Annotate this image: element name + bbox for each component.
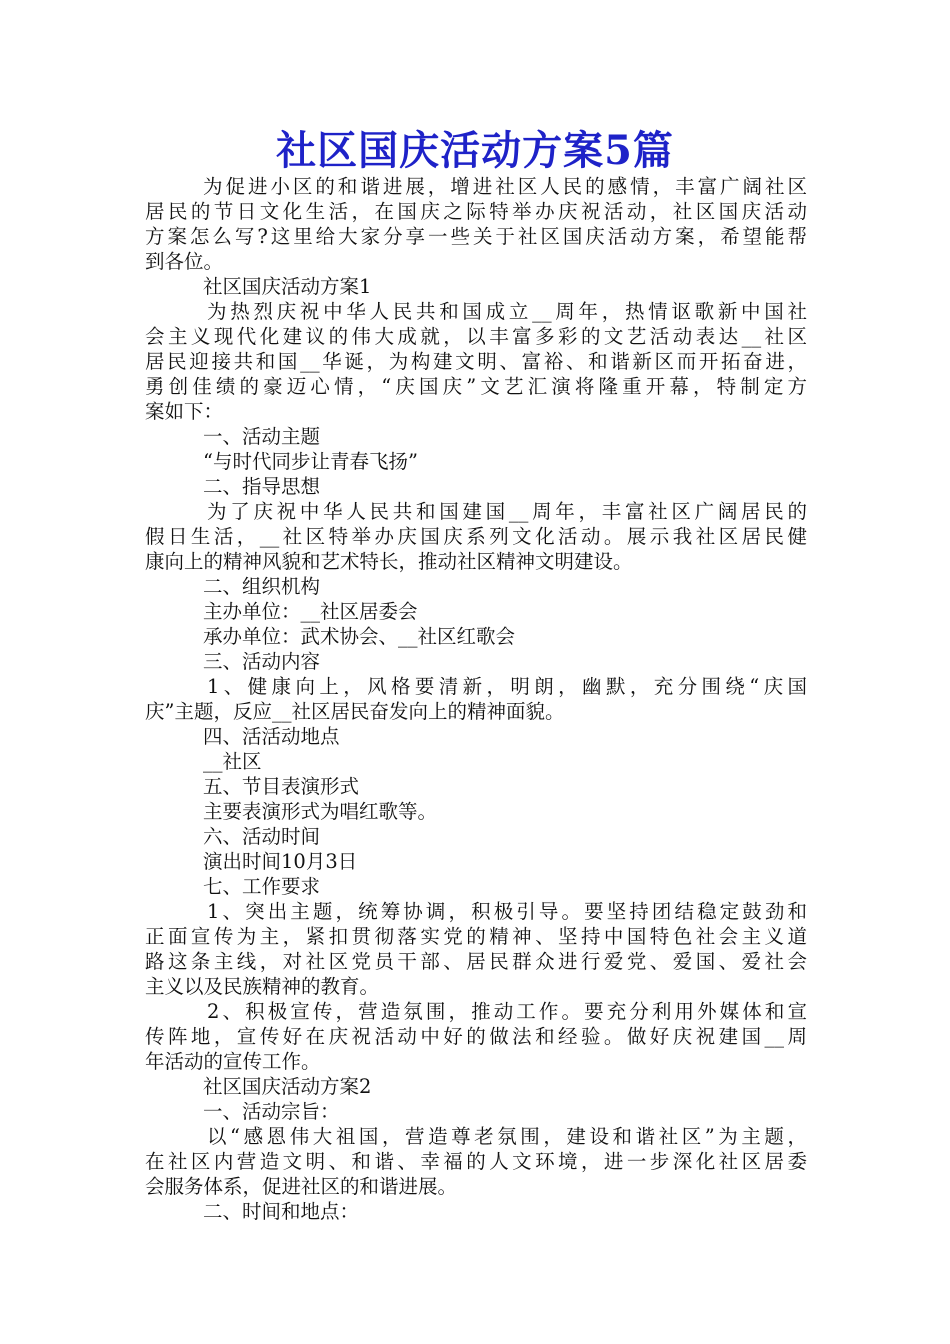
text-line: “与时代同步让青春飞扬” — [203, 450, 418, 473]
text-line: 庆”主题，反应__社区居民奋发向上的精神面貌。 — [145, 700, 565, 723]
text-line: 为促进小区的和谐进展，增进社区人民的感情，丰富广阔社区 — [203, 175, 807, 198]
text-line: 演出时间10月3日 — [203, 850, 358, 873]
text-line: __社区 — [203, 750, 262, 773]
text-line: 主办单位：__社区居委会 — [203, 600, 418, 623]
text-line: 案如下： — [145, 400, 224, 423]
text-line: 七、工作要求 — [203, 875, 321, 898]
text-line: 勇创佳绩的豪迈心情，“庆国庆”文艺汇演将隆重开幕，特制定方 — [145, 375, 807, 398]
text-line: 正面宣传为主，紧扣贯彻落实党的精神、坚持中国特色社会主义道 — [145, 925, 807, 948]
text-line: 传阵地，宣传好在庆祝活动中好的做法和经验。做好庆祝建国__周 — [145, 1025, 807, 1048]
text-line: 一、活动宗旨： — [203, 1100, 340, 1123]
text-line: 康向上的精神风貌和艺术特长，推动社区精神文明建设。 — [145, 550, 633, 573]
text-line: 二、指导思想 — [203, 475, 321, 498]
text-line: 居民的节日文化生活，在国庆之际特举办庆祝活动，社区国庆活动 — [145, 200, 807, 223]
text-line: 在社区内营造文明、和谐、幸福的人文环境，进一步深化社区居委 — [145, 1150, 807, 1173]
text-line: 五、节目表演形式 — [203, 775, 360, 798]
document-title: 社区国庆活动方案5篇 — [276, 127, 674, 174]
text-line: 二、组织机构 — [203, 575, 321, 598]
text-line: 承办单位：武术协会、__社区红歌会 — [203, 625, 516, 648]
text-line: 六、活动时间 — [203, 825, 321, 848]
text-line: 到各位。 — [145, 250, 224, 273]
text-line: 四、活活动地点 — [203, 725, 340, 748]
text-line: 会服务体系，促进社区的和谐进展。 — [145, 1175, 458, 1198]
text-line: 三、活动内容 — [203, 650, 321, 673]
text-line: 居民迎接共和国__华诞，为构建文明、富裕、和谐新区而开拓奋进， — [145, 350, 807, 373]
text-line: 路这条主线，对社区党员干部、居民群众进行爱党、爱国、爱社会 — [145, 950, 807, 973]
text-line: 一、活动主题 — [203, 425, 321, 448]
text-line: 以“感恩伟大祖国，营造尊老氛围，建设和谐社区”为主题， — [207, 1125, 807, 1148]
text-line: 为热烈庆祝中华人民共和国成立__周年，热情讴歌新中国社 — [207, 300, 807, 323]
text-line: 年活动的宣传工作。 — [145, 1050, 321, 1073]
text-line: 社区国庆活动方案1 — [203, 275, 372, 298]
text-line: 主要表演形式为唱红歌等。 — [203, 800, 438, 823]
text-line: 1、突出主题，统筹协调，积极引导。要坚持团结稳定鼓劲和 — [207, 900, 807, 923]
text-line: 方案怎么写?这里给大家分享一些关于社区国庆活动方案，希望能帮 — [145, 225, 807, 248]
text-line: 社区国庆活动方案2 — [203, 1075, 372, 1098]
text-line: 假日生活，__社区特举办庆国庆系列文化活动。展示我社区居民健 — [145, 525, 807, 548]
text-line: 为了庆祝中华人民共和国建国__周年，丰富社区广阔居民的 — [207, 500, 807, 523]
document-body — [145, 174, 807, 1224]
text-line: 会主义现代化建议的伟大成就，以丰富多彩的文艺活动表达__社区 — [145, 325, 807, 348]
text-line: 2、积极宣传，营造氛围，推动工作。要充分利用外媒体和宣 — [207, 1000, 807, 1023]
text-line: 主义以及民族精神的教育。 — [145, 975, 380, 998]
text-line: 1、健康向上，风格要清新，明朗，幽默，充分围绕“庆国 — [207, 675, 807, 698]
text-line: 二、时间和地点： — [203, 1200, 360, 1223]
